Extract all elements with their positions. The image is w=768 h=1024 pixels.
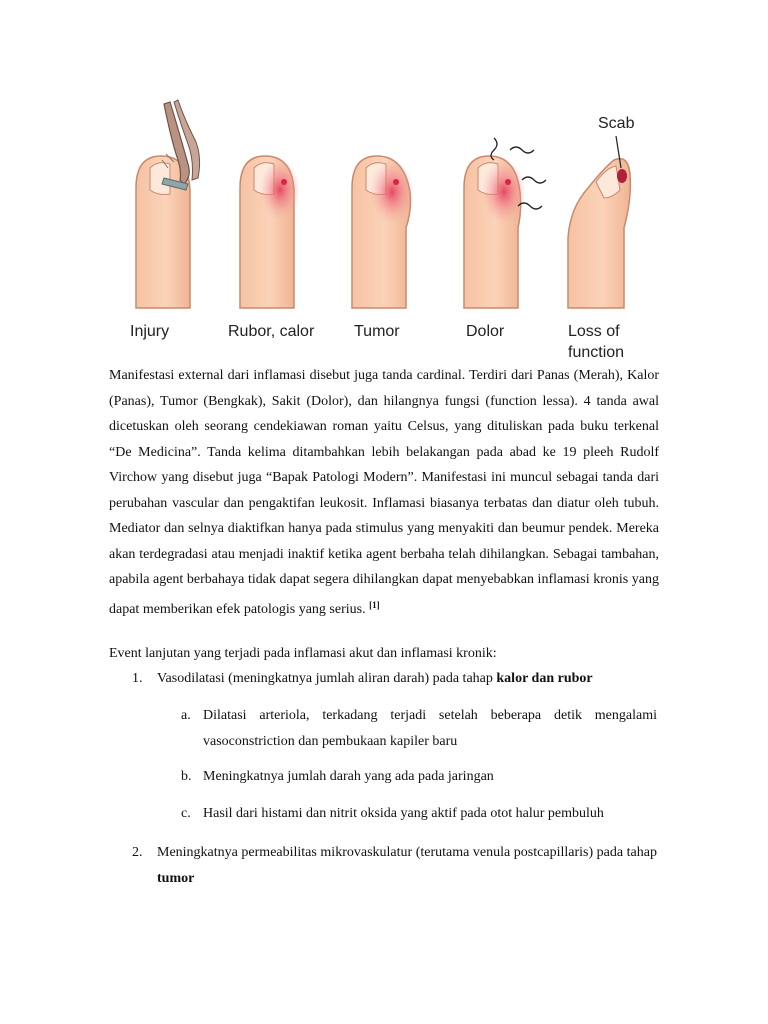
cardinal-signs-paragraph bbox=[109, 363, 659, 622]
list-item-2 bbox=[157, 840, 657, 891]
label-scab: Scab bbox=[598, 115, 635, 132]
label-injury: Injury bbox=[130, 323, 170, 340]
list-item-1-bold: kalor dan rubor bbox=[496, 671, 593, 686]
label-tumor: Tumor bbox=[354, 323, 400, 340]
paragraph-text: Manifestasi external dari inflamasi disebut juga tanda cardinal. Terdiri dari Panas (Merah), Kalor (Panas), Tumor (Bengkak), Sakit (Dolor), dan hilangnya fungsi (function lessa). 4 tanda awal dicetuskan oleh seorang cendekiawan roman yaitu Celsus, yang dituliskan pada buku terkenal “De Medicina”. Tanda kelima ditambahkan lebih belakangan pada abad ke 19 pleeh Rudolf Virchow yang disebut juga “Bapak Patologi Modern”. Manifestasi ini muncul sebagai tanda dari perubahan vascular dan pengaktifan leukosit. Inflamasi biasanya terbatas dan diatur oleh tubuh. Mediator dan selnya diaktifkan hanya pada stimulus yang menyakiti dan beumur pendek. Mereka akan terdegradasi atau menjadi inaktif ketika agent berbaha telah dihilangkan. Sebagai tambahan, apabila agent berbahaya tidak dapat segera dihilangkan dapat menyebabkan inflamasi kronis yang dapat memberikan efek patologis yang serius. bbox=[109, 368, 659, 617]
finger-dolor bbox=[464, 138, 546, 308]
label-function: function bbox=[568, 344, 625, 361]
finger-injury bbox=[136, 100, 200, 308]
cardinal-signs-figure bbox=[118, 98, 658, 368]
finger-tumor bbox=[352, 156, 414, 308]
list-marker-1: 1. bbox=[132, 671, 143, 686]
sub-marker-b: b. bbox=[181, 769, 192, 784]
list-marker-2: 2. bbox=[132, 845, 143, 860]
finger-rubor-calor bbox=[240, 156, 300, 308]
list-item-1-text: Vasodilatasi (meningkatnya jumlah aliran darah) pada tahap bbox=[157, 671, 497, 686]
sub-item-b: Meningkatnya jumlah darah yang ada pada jaringan bbox=[203, 769, 494, 784]
list-item-2-bold: tumor bbox=[157, 870, 195, 886]
list-item-1 bbox=[157, 666, 657, 692]
event-intro: Event lanjutan yang terjadi pada inflamasi akut dan inflamasi kronik: bbox=[109, 646, 497, 661]
label-loss-of: Loss of bbox=[568, 323, 620, 340]
label-dolor: Dolor bbox=[466, 323, 505, 340]
sub-item-c: Hasil dari histami dan nitrit oksida yang aktif pada otot halur pembuluh bbox=[203, 806, 604, 821]
sub-marker-c: c. bbox=[181, 806, 191, 821]
sub-marker-a: a. bbox=[181, 708, 191, 723]
finger-loss-of-function bbox=[568, 136, 630, 308]
label-rubor-calor: Rubor, calor bbox=[228, 323, 315, 340]
sub-item-a: Dilatasi arteriola, terkadang terjadi setelah beberapa detik mengalami vasoconstriction dan pembukaan kapiler baru bbox=[203, 708, 657, 749]
list-item-2-text: Meningkatnya permeabilitas mikrovaskulatur (terutama venula postcapillaris) pada tahap bbox=[157, 845, 657, 860]
citation-ref: [1] bbox=[369, 599, 380, 610]
